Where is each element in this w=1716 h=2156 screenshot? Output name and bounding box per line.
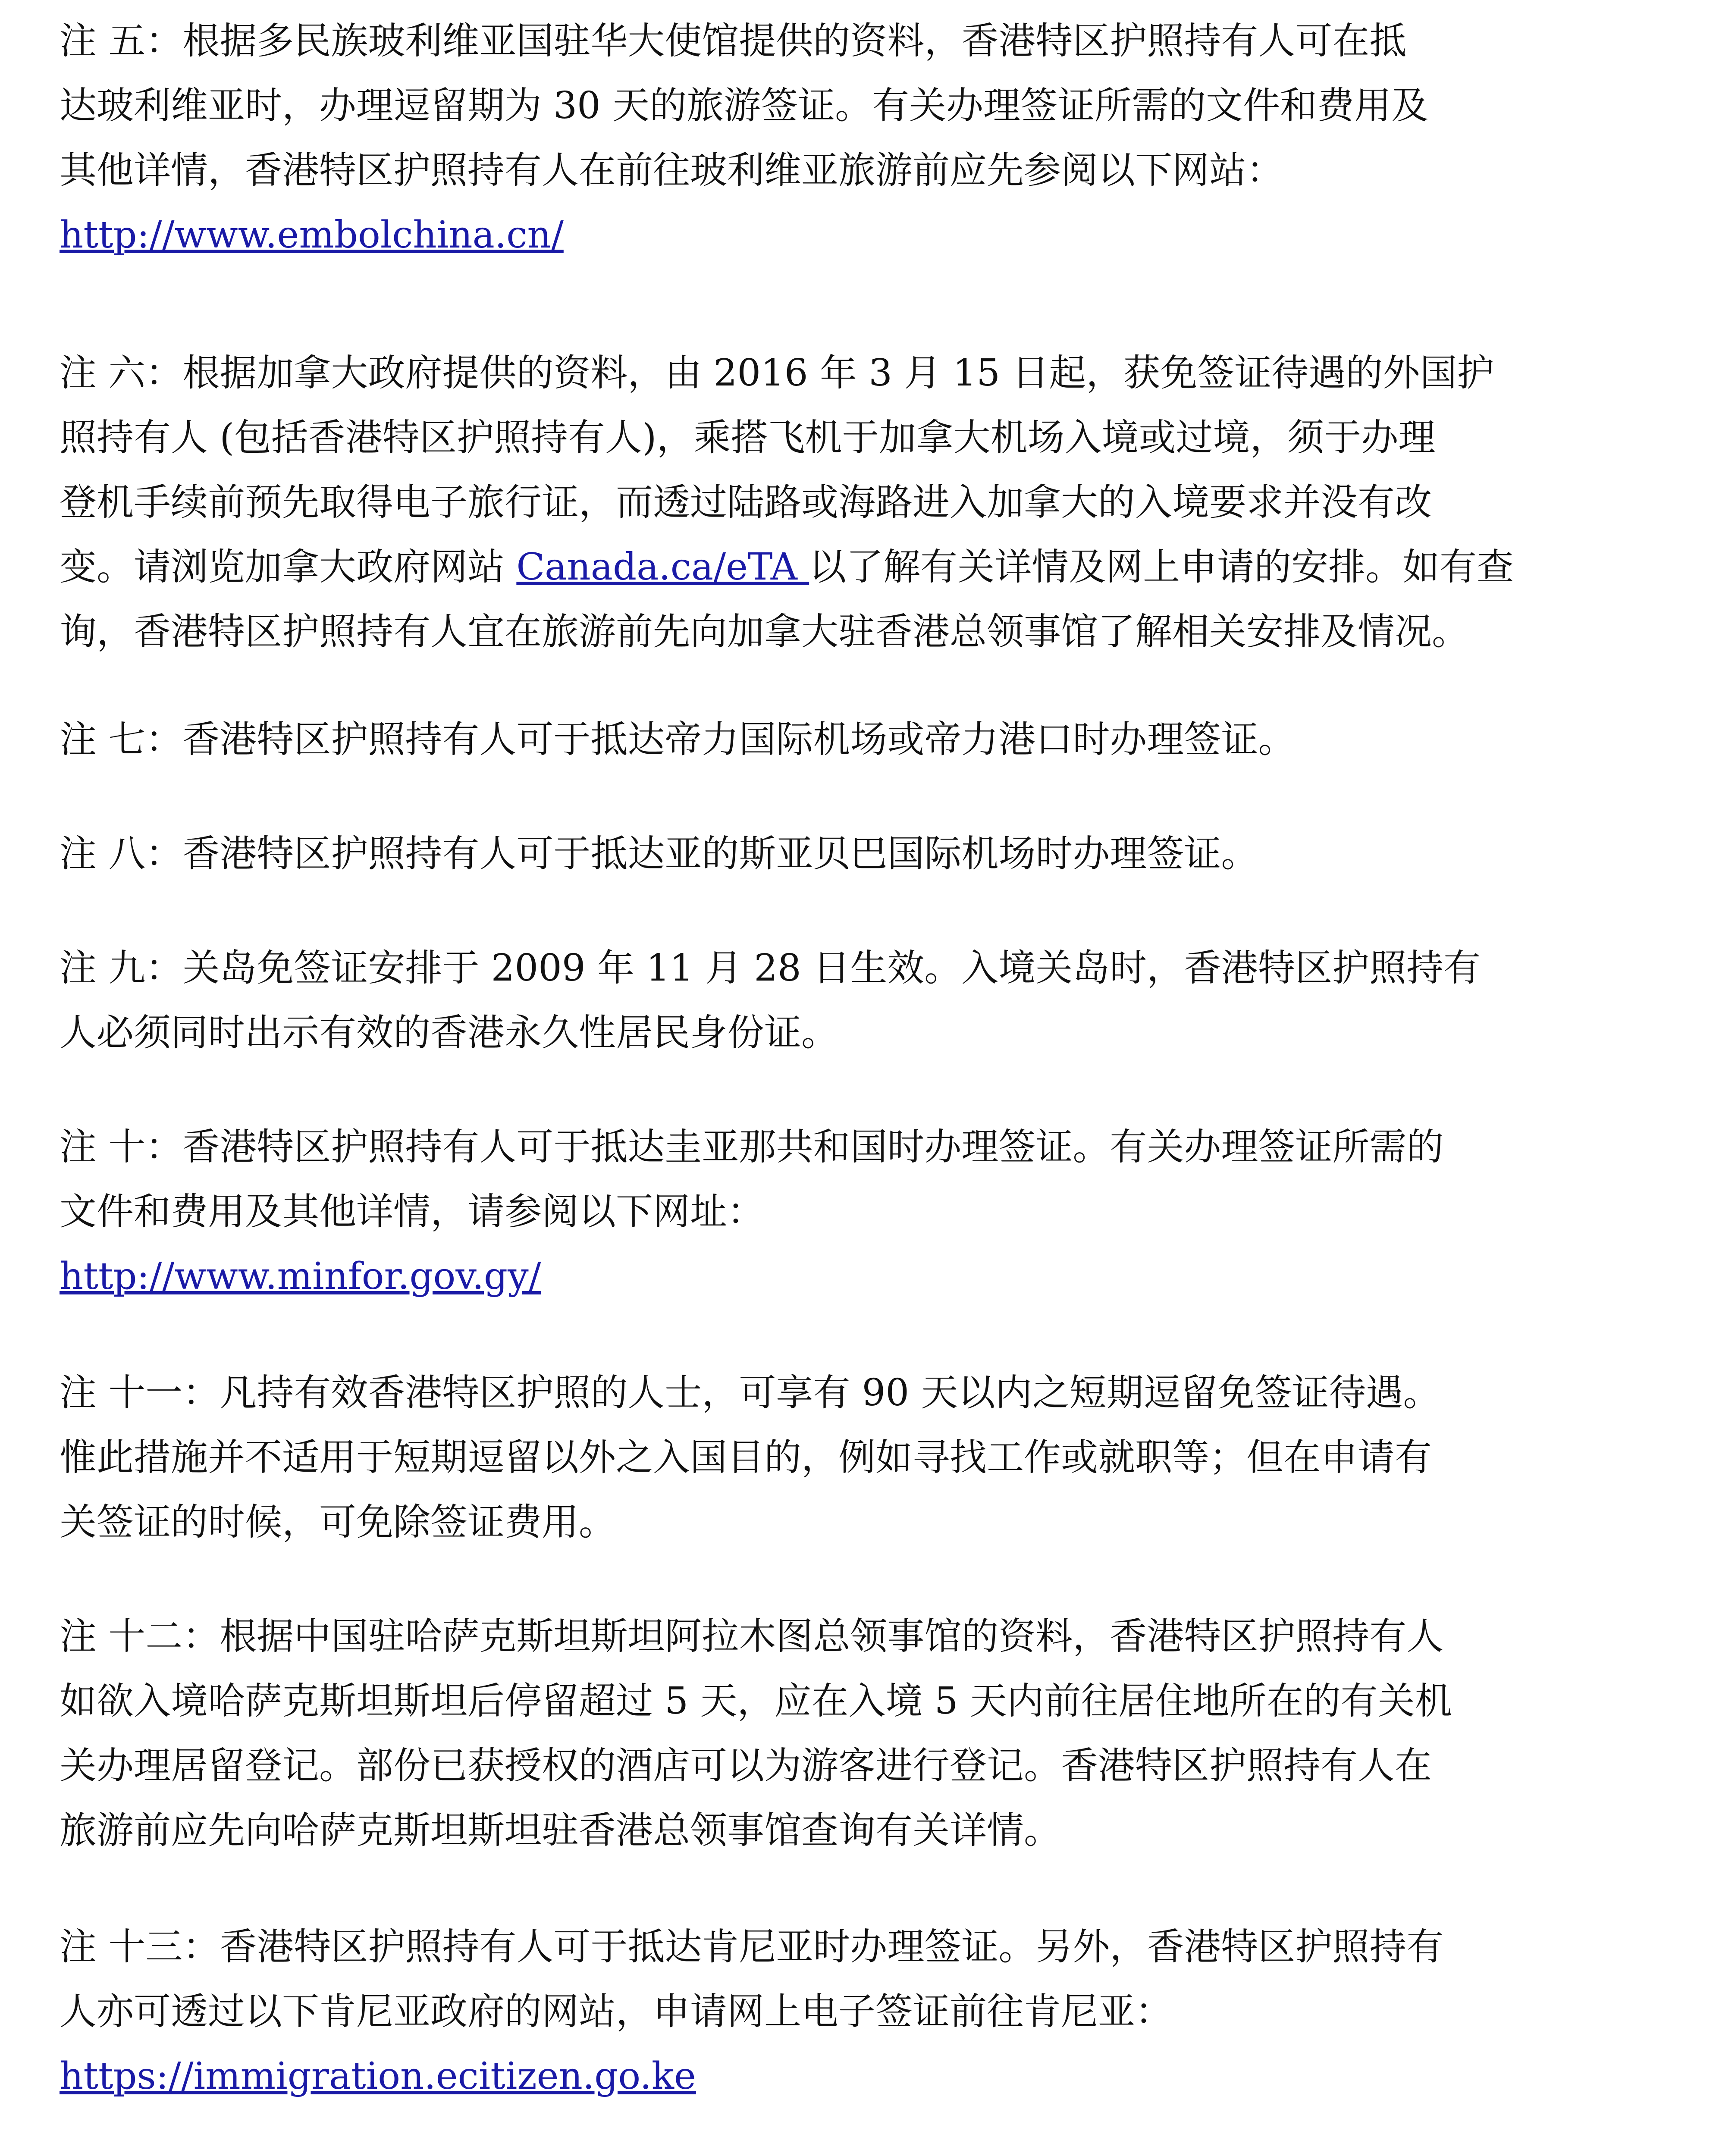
note-12: [60, 1604, 1681, 1863]
note-9-line-2: 人必须同时出示有效的香港永久性居民身份证。: [60, 1011, 838, 1054]
note-11: [60, 1360, 1681, 1554]
note-9: [60, 936, 1681, 1065]
note-10-line-1: 注 十：香港特区护照持有人可于抵达圭亚那共和国时办理签证。有关办理签证所需的: [60, 1125, 1444, 1169]
note-7-line-1: 注 七：香港特区护照持有人可于抵达帝力国际机场或帝力港口时办理签证。: [60, 718, 1296, 761]
note-6-line-1: 注 六：根据加拿大政府提供的资料，由 2016 年 3 月 15 日起，获免签证待遇的外国护: [60, 351, 1494, 395]
kenya-ecitizen-link[interactable]: https://immigration.ecitizen.go.ke: [60, 2055, 696, 2098]
note-12-line-1: 注 十二：根据中国驻哈萨克斯坦斯坦阿拉木图总领事馆的资料，香港特区护照持有人: [60, 1615, 1444, 1658]
note-13: [60, 1915, 1681, 2109]
note-7: [60, 707, 1681, 772]
note-10-line-2: 文件和费用及其他详情，请参阅以下网址：: [60, 1190, 764, 1233]
note-12-line-2: 如欲入境哈萨克斯坦斯坦后停留超过 5 天，应在入境 5 天内前往居住地所在的有关机: [60, 1680, 1452, 1723]
note-6-line-2: 照持有人 (包括香港特区护照持有人)，乘搭飞机于加拿大机场入境或过境，须于办理: [60, 416, 1436, 459]
note-6-line-4-after: 以了解有关详情及网上申请的安排。如有查: [809, 545, 1514, 589]
note-5-line-2: 达玻利维亚时，办理逗留期为 30 天的旅游签证。有关办理签证所需的文件和费用及: [60, 84, 1429, 127]
note-11-line-3: 关签证的时候，可免除签证费用。: [60, 1501, 616, 1544]
note-6-line-3: 登机手续前预先取得电子旅行证，而透过陆路或海路进入加拿大的入境要求并没有改: [60, 481, 1432, 524]
note-11-line-2: 惟此措施并不适用于短期逗留以外之入国目的，例如寻找工作或就职等；但在申请有: [60, 1436, 1432, 1479]
note-5-line-3: 其他详情，香港特区护照持有人在前往玻利维亚旅游前应先参阅以下网站：: [60, 149, 1283, 192]
note-5-line-1: 注 五：根据多民族玻利维亚国驻华大使馆提供的资料，香港特区护照持有人可在抵: [60, 19, 1407, 63]
note-11-line-1: 注 十一：凡持有效香港特区护照的人士，可享有 90 天以内之短期逗留免签证待遇。: [60, 1371, 1440, 1414]
guyana-ministry-link[interactable]: http://www.minfor.gov.gy/: [60, 1255, 541, 1298]
note-6-line-4: [60, 535, 1681, 599]
note-12-line-4: 旅游前应先向哈萨克斯坦斯坦驻香港总领事馆查询有关详情。: [60, 1809, 1061, 1852]
note-13-line-1: 注 十三：香港特区护照持有人可于抵达肯尼亚时办理签证。另外，香港特区护照持有: [60, 1925, 1444, 1968]
note-9-line-1: 注 九：关岛免签证安排于 2009 年 11 月 28 日生效。入境关岛时，香港特区护照持有: [60, 946, 1481, 990]
note-13-line-2: 人亦可透过以下肯尼亚政府的网站，申请网上电子签证前往肯尼亚：: [60, 1990, 1172, 2033]
note-6-line-4-before: 变。请浏览加拿大政府网站: [60, 545, 517, 589]
note-6: [60, 341, 1681, 664]
note-10: [60, 1115, 1681, 1309]
bolivia-embassy-link[interactable]: http://www.embolchina.cn/: [60, 213, 564, 257]
document-body: [60, 9, 1681, 2156]
canada-eta-link[interactable]: Canada.ca/eTA: [516, 545, 809, 589]
note-5: [60, 9, 1681, 267]
note-6-line-5: 询，香港特区护照持有人宜在旅游前先向加拿大驻香港总领事馆了解相关安排及情况。: [60, 610, 1469, 653]
note-12-line-3: 关办理居留登记。部份已获授权的酒店可以为游客进行登记。香港特区护照持有人在: [60, 1744, 1432, 1787]
note-8: [60, 821, 1681, 886]
note-8-line-1: 注 八：香港特区护照持有人可于抵达亚的斯亚贝巴国际机场时办理签证。: [60, 832, 1258, 875]
